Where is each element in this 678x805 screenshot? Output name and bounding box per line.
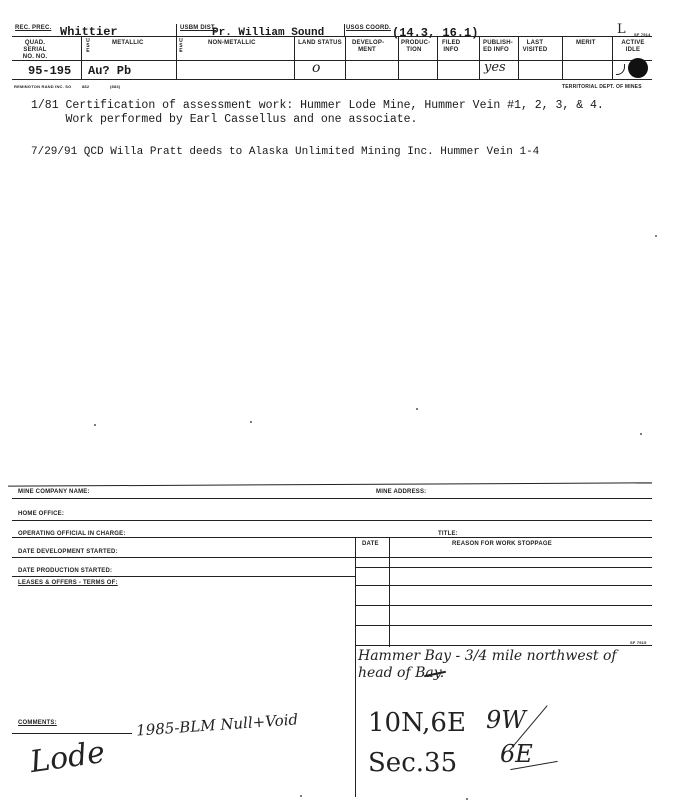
paper-speck <box>416 408 418 410</box>
header-divider-1 <box>176 24 177 36</box>
location-note-line-2: head of Bay. <box>358 665 445 681</box>
usbm-dist-value: Pr. William Sound <box>212 27 325 39</box>
corner-mark: L <box>617 22 626 37</box>
title-label: TITLE: <box>438 531 458 537</box>
operating-official-label: OPERATING OFFICIAL IN CHARGE: <box>18 531 126 537</box>
metallic-value: Au? Pb <box>88 64 132 78</box>
col-production: PRODUC-TION <box>401 40 431 53</box>
usgs-coord-value: (14.3, 16.1) <box>392 26 479 40</box>
col-divider <box>562 37 563 79</box>
paper-speck <box>250 421 252 423</box>
form-number-lower: SF 7915 <box>630 640 647 645</box>
lower-rule-4 <box>12 557 652 558</box>
lower-rule-top <box>8 482 652 486</box>
dept-imprint: TERRITORIAL DEPT. OF MINES <box>562 84 642 90</box>
header-rule-top <box>12 36 652 37</box>
quad-serial-value: 95-195 <box>28 64 72 78</box>
col-metallic: METALLIC <box>112 40 144 46</box>
lower-rule-1 <box>12 498 652 499</box>
date-dev-started-label: DATE DEVELOPMENT STARTED: <box>18 549 118 555</box>
col-land-status: LAND STATUS <box>298 40 342 46</box>
printer-imprint: REMINGTON RAND INC. SO <box>14 84 72 89</box>
stoppage-row <box>355 605 652 606</box>
col-active-idle: ACTIVE IDLE <box>621 40 645 53</box>
stoppage-table-divider <box>389 537 390 647</box>
col-non-metallic: NON-METALLIC <box>208 40 256 46</box>
leases-offers-label: LEASES & OFFERS - TERMS OF: <box>18 580 118 586</box>
comments-label: COMMENTS: <box>18 720 57 726</box>
date-col-label: DATE <box>362 541 379 547</box>
col-divider <box>437 37 438 79</box>
range-mark-note: 6E <box>500 740 533 768</box>
col-divider <box>81 37 82 79</box>
note-1-line-1: 1/81 Certification of assessment work: Hummer Lode Mine, Hummer Vein #1, 2, 3, & 4. <box>31 99 604 112</box>
col-last-visited: LAST VISITED <box>522 40 548 53</box>
col-development: DEVELOP-MENT <box>352 40 385 53</box>
stoppage-table-left <box>355 537 356 647</box>
rec-prec-label: REC. PREC. <box>15 25 52 31</box>
col-divider <box>294 37 295 79</box>
paper-speck <box>655 235 657 237</box>
active-idle-hook-mark <box>616 64 625 75</box>
col-filed-info: FILED INFO <box>442 40 461 53</box>
col-divider <box>518 37 519 79</box>
mine-address-label: MINE ADDRESS: <box>376 489 427 495</box>
usgs-coord-label: USGS COORD. <box>346 25 391 31</box>
stoppage-row <box>355 585 652 586</box>
col-merit: MERIT <box>576 40 596 46</box>
lode-note: Lode <box>27 734 108 781</box>
location-note-line-1: Hammer Bay - 3/4 mile northwest of <box>358 648 617 664</box>
published-info-value: yes <box>484 60 506 75</box>
rec-prec-value: Whittier <box>60 25 118 39</box>
meridian-note: 9W <box>486 706 526 734</box>
lower-rule-3 <box>12 537 652 538</box>
paper-speck <box>300 795 302 797</box>
home-office-label: HOME OFFICE: <box>18 511 65 517</box>
data-row-rule <box>12 79 652 80</box>
col-quad-serial: QUAD. SERIAL NO. NO. <box>22 40 48 60</box>
col-divider <box>612 37 613 79</box>
lower-rule-5 <box>12 576 356 577</box>
col-divider <box>345 37 346 79</box>
printer-code: 882 <box>82 84 90 89</box>
note-1-line-2: Work performed by Earl Cassellus and one associate. <box>31 113 418 126</box>
paper-speck <box>640 433 642 435</box>
form-number-top: SF 7914 <box>634 32 651 37</box>
township-note: 10N,6E <box>368 708 466 738</box>
active-idle-punch-mark <box>628 58 648 78</box>
col-use-1: U S E <box>86 38 90 54</box>
comment-note: 1985-BLM Null+Void <box>135 710 299 740</box>
col-use-2: U S E <box>179 38 183 54</box>
col-published-info: PUBLISH-ED INFO <box>483 40 513 53</box>
col-divider <box>479 37 480 79</box>
usbm-dist-label: USBM DIST. <box>180 25 217 31</box>
note-2-line-1: 7/29/91 QCD Willa Pratt deeds to Alaska Unlimited Mining Inc. Hummer Vein 1-4 <box>31 146 540 158</box>
stoppage-row <box>355 645 652 646</box>
comments-divider <box>355 647 356 797</box>
stoppage-row <box>355 567 652 568</box>
paper-speck <box>94 424 96 426</box>
land-status-value: o <box>312 60 321 76</box>
stoppage-row <box>355 625 652 626</box>
paper-speck <box>466 798 468 800</box>
col-divider <box>398 37 399 79</box>
columns-rule <box>12 60 652 61</box>
section-note: Sec.35 <box>368 748 458 778</box>
lower-rule-2 <box>12 520 652 521</box>
header-divider-2 <box>344 24 345 36</box>
col-divider <box>176 37 177 79</box>
mine-company-name-label: MINE COMPANY NAME: <box>18 489 90 495</box>
printer-code-2: (883) <box>110 84 121 89</box>
date-prod-started-label: DATE PRODUCTION STARTED: <box>18 568 113 574</box>
reason-stoppage-label: REASON FOR WORK STOPPAGE <box>452 541 552 547</box>
comments-rule <box>12 733 132 734</box>
